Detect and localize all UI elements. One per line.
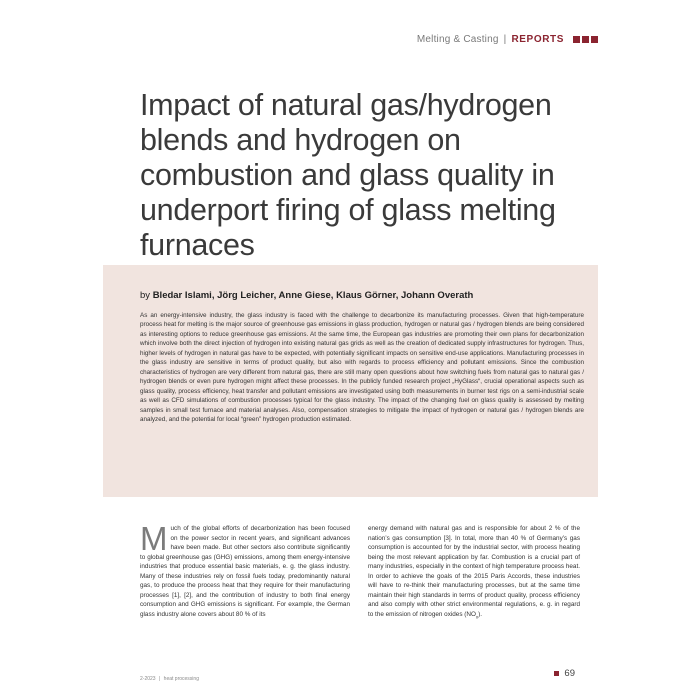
byline-prefix: by — [140, 290, 151, 301]
running-header — [417, 34, 598, 45]
footer-publication: heat processing — [163, 676, 199, 682]
subscript-x: x — [475, 614, 479, 620]
article-title: Impact of natural gas/hydrogen blends and hydrogen on combustion and glass quality in underport firing of glass melting furnaces — [140, 88, 556, 262]
body-text-col2: energy demand with natural gas and is responsible for about 2 % of the nation’s gas consumption [3]. In total, more than 40 % of Germany’s gas consumption is accounted for by the industrial sector, with process heating being the most relevant application by far. Combustion is a crucial part of many industries, especially in the context of high temperature process heat. In order to achieve the goals of the 2015 Paris Accords, these industries will have to re-think their manufacturing processes, but at the same time maintain their high standards in terms of product quality, process efficiency and also comply with other strict environmental regulations, e. g. in regard to the emission of nitrogen oxides (NO — [368, 525, 580, 618]
page-number-block — [554, 668, 575, 679]
header-section: REPORTS — [511, 34, 564, 45]
header-category: Melting & Casting — [416, 34, 499, 45]
author-list: Bledar Islami, Jörg Leicher, Anne Giese, Klaus Görner, Johann Overath — [152, 290, 474, 301]
drop-cap: M — [140, 520, 168, 557]
square-icon — [554, 671, 559, 676]
body-column-left — [140, 520, 350, 619]
body-column-right — [368, 524, 580, 622]
footer-separator: | — [158, 676, 161, 682]
square-icon — [582, 36, 589, 43]
page-number: 69 — [564, 668, 575, 679]
byline — [140, 290, 580, 301]
header-separator: | — [503, 34, 507, 45]
square-icon — [573, 36, 580, 43]
header-squares-icon — [571, 36, 598, 43]
body-text-col2-end: ). — [478, 610, 483, 618]
abstract-text: As an energy-intensive industry, the glass industry is faced with the challenge to decarbonize its manufacturing processes. Given that high-temperature process heat for melting is the major source of greenhouse gas emissions in glass production, hydrogen or natural gas / hydrogen blends are being considered as interesting options to reduce greenhouse gas emissions. At the same time, the European gas industries are promoting their own plans for decarbonization which involve both the direct injection of hydrogen into existing natural gas grids as well as the creation of dedicated supply infrastructures for hydrogen. Thus, higher levels of hydrogen in natural gas have to be expected, with potentially significant impacts on sensitive end-use applications. Manufacturing processes in the glass industry are sensitive in terms of product quality, but also with regards to process efficiency and pollutant emissions. Since the combustion characteristics of hydrogen are very different from natural gas, there are still many open questions about how switching fuels from natural gas to natural gas / hydrogen blends or even pure hydrogen might affect these processes. In the publicly funded research project „HyGlass“, crucial operational aspects such as glass quality, process efficiency, heat transfer and pollutant emissions are investigated using both measurements in burner test rigs on a semi-industrial scale as well as CFD simulations of combustion processes typical for the glass industry. The impact of the changing fuel on glass quality is assessed by melting samples in small test furnace and material analyses. Also, compensation strategies to mitigate the impact of hydrogen or natural gas / hydrogen blends are analyzed, and the potential for local “green” hydrogen production estimated. — [140, 312, 584, 423]
square-icon — [591, 36, 598, 43]
footer-issue-number: 2-2023 — [140, 676, 156, 682]
footer-issue — [140, 676, 199, 682]
body-text-col1: uch of the global efforts of decarbonization has been focused on the power sector in recent years, and significant advances have been made. But other sectors also contribute significantly to global greenhouse gas (GHG) emissions, among them energy-intensive industries that produce essential basic materials, e. g. the glass industry. Many of these industries rely on fossil fuels today, predominantly natural gas, to produce the process heat that they require for their manufacturing processes [1], [2], and the contribution of industry to both final energy consumption and GHG emissions is significant. For example, the German glass industry alone covers about 80 % of its — [140, 525, 350, 618]
